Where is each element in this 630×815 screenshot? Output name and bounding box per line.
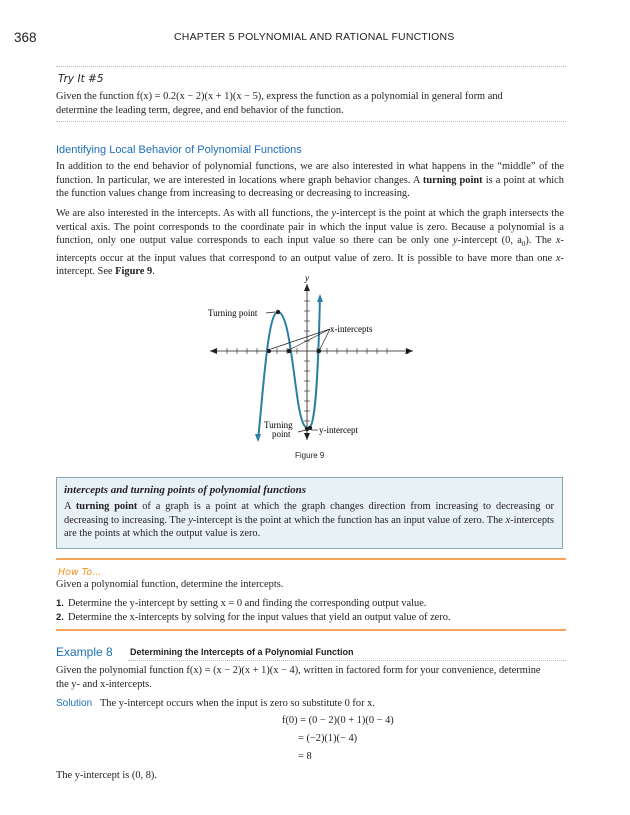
chapter-title: POLYNOMIAL AND RATIONAL FUNCTIONS [237, 31, 455, 43]
example-divider [128, 660, 566, 661]
try-it-line-1: Given the function f(x) = 0.2(x − 2)(x + 1)(x − 5), express the function as a polynomial in general form and [56, 91, 503, 102]
howto-step-1: 1. Determine the y-intercept by setting x = 0 and finding the corresponding output value. [56, 598, 427, 609]
x-intercept-1 [267, 349, 271, 353]
figure-9-graph [200, 272, 420, 462]
paragraph-2: We are also interested in the intercepts. As with all functions, the y-intercept is the point at which the graph intersects the vertical axis. The point corresponds to the coordinate pair in which the input value is zero. Because a polynomial is a function, only one output value corresponds to each input value so there can be only one y-intercept (0, $a_0$). The x-intercepts occur at the input values that correspond to an output value of zero. It is possible to have more than one x-intercept. See Figure 9. [56, 208, 564, 278]
solution-label: Solution [56, 698, 93, 709]
chapter-number: CHAPTER 5 [174, 31, 235, 43]
howto-label: How To... [58, 567, 102, 578]
example-problem-line-1: Given the polynomial function f(x) = (x − 2)(x + 1)(x − 4), written in factored form for your convenience, determine [56, 665, 541, 676]
x-axis-arrow-left [210, 348, 217, 354]
curve-arrow-up [317, 294, 323, 302]
turning-point-bottom [308, 426, 312, 430]
x-intercept-3 [317, 349, 321, 353]
pointer-turning-bottom [298, 430, 306, 432]
equation-line-3: = 8 [298, 751, 312, 762]
y-intercept-label: y-intercept [319, 425, 358, 435]
divider [56, 121, 566, 122]
turning-point-bottom-label-2: point [272, 429, 291, 439]
turning-point-bottom-label-1: Turning [264, 420, 293, 430]
try-it-line-2: determine the leading term, degree, and end behavior of the function. [56, 104, 344, 116]
solution-text: The y-intercept occurs when the input is zero so substitute 0 for x. [99, 698, 375, 709]
polynomial-curve [258, 296, 320, 440]
y-axis-arrow-up [304, 284, 310, 291]
solution-line [56, 697, 564, 711]
equation-line-1: f(0) = (0 − 2)(0 + 1)(0 − 4) [282, 715, 394, 726]
example-problem-line-2: the y- and x-intercepts. [56, 678, 152, 690]
turning-point-top-label: Turning point [208, 308, 258, 318]
x-axis-label: x [405, 346, 409, 356]
turning-point-top [276, 310, 280, 314]
page-number: 368 [14, 30, 37, 45]
try-it-title: Try It #5 [58, 73, 104, 85]
curve-arrow-down [255, 434, 261, 442]
divider [56, 66, 566, 67]
x-intercept-2 [287, 349, 291, 353]
figure-caption: Figure 9 [295, 451, 325, 460]
howto-intro: Given a polynomial function, determine the intercepts. [56, 579, 284, 590]
section-heading: Identifying Local Behavior of Polynomial Functions [56, 144, 302, 156]
y-axis-arrow-down [304, 433, 310, 440]
x-intercepts-label: x-intercepts [330, 324, 373, 334]
example-conclusion: The y-intercept is (0, 8). [56, 770, 157, 781]
chapter-header [174, 31, 455, 43]
pointer-x-int-2 [291, 329, 330, 349]
paragraph-1: In addition to the end behavior of polynomial functions, we are also interested in what happens in the “middle” of the function. In particular, we are interested in locations where graph behavior changes. A turning point is a point at which the function values change from increasing to decreasing or decreasing to increasing. [56, 161, 564, 200]
definition-text: A turning point of a graph is a point at which the graph changes direction from increasing to decreasing or decreasing to increasing. The y-intercept is the point at which the function has an input value of zero. The x-intercepts are the points at which the output value is zero. [64, 501, 554, 540]
howto-bottom-rule [56, 629, 566, 631]
y-axis-label: y [305, 273, 309, 283]
howto-top-rule [56, 558, 566, 560]
equation-line-2: = (−2)(1)(− 4) [298, 733, 358, 744]
example-problem [56, 664, 564, 691]
example-label: Example 8 [56, 645, 113, 659]
pointer-turning-top [266, 312, 275, 313]
example-title: Determining the Intercepts of a Polynomial Function [130, 647, 354, 657]
definition-title: intercepts and turning points of polynomial functions [64, 484, 307, 496]
howto-step-2: 2. Determine the x-intercepts by solving for the input values that yield an output value of zero. [56, 612, 451, 623]
try-it-text [56, 90, 564, 117]
